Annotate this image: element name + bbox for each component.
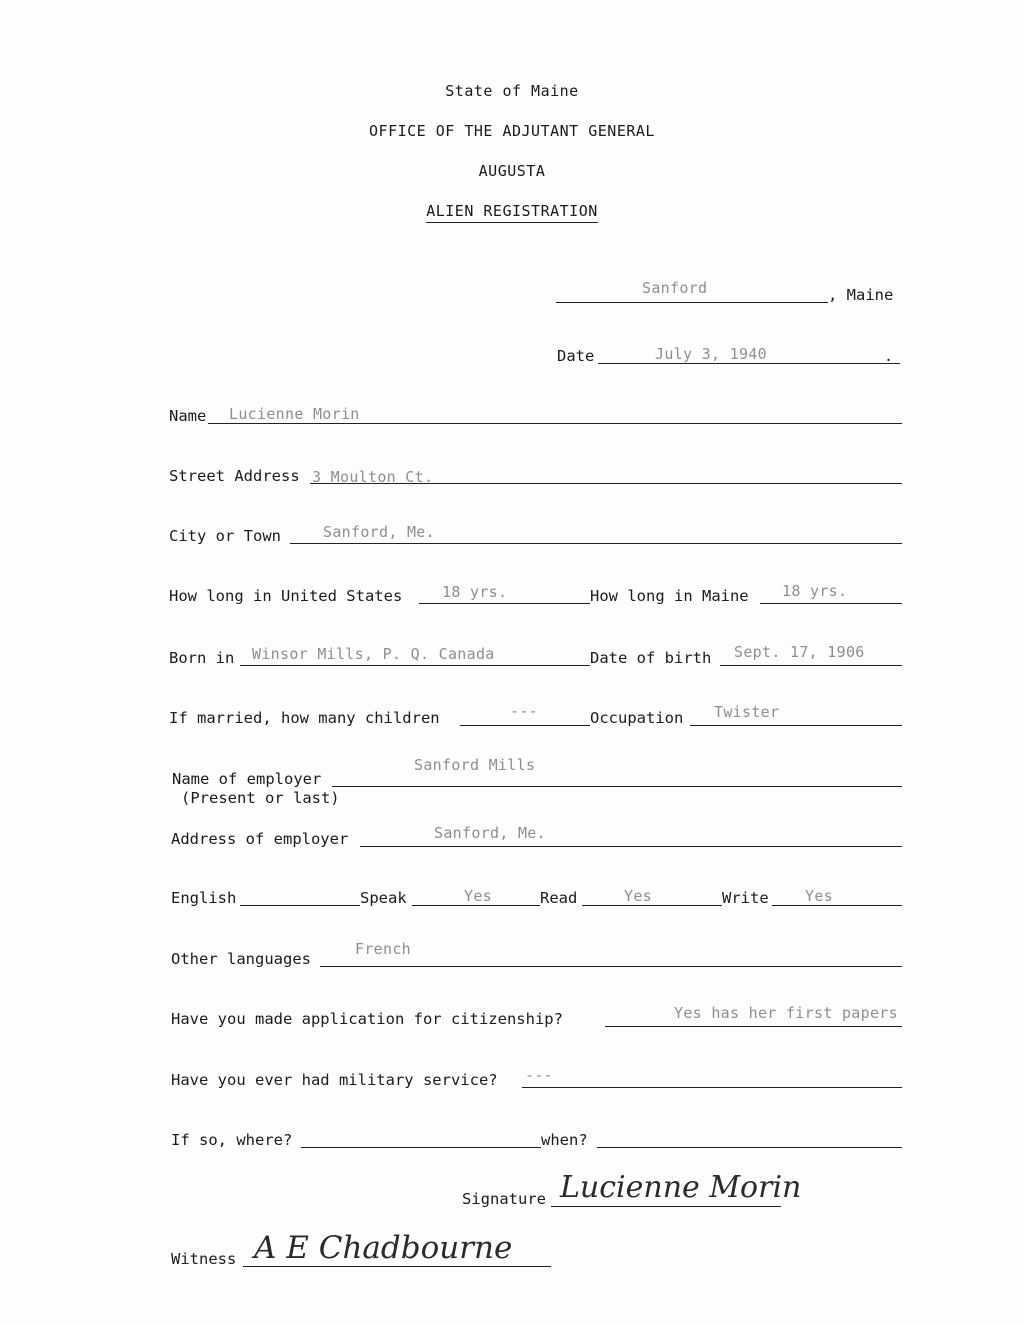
- city-heading: AUGUSTA: [478, 162, 546, 180]
- employer-label: Name of employer: [172, 770, 322, 788]
- read-value: Yes: [624, 887, 652, 905]
- occupation-line: [690, 725, 902, 726]
- other-languages-label: Other languages: [171, 950, 311, 968]
- employer-address-line: [360, 846, 902, 847]
- city-value: Sanford, Me.: [323, 523, 435, 541]
- witness-value: A E Chadbourne: [254, 1230, 513, 1266]
- write-label: Write: [722, 889, 769, 907]
- name-line: [208, 423, 902, 424]
- employer-value: Sanford Mills: [414, 756, 536, 774]
- state-heading: State of Maine: [445, 82, 579, 100]
- occupation-value: Twister: [714, 703, 780, 721]
- form-title: ALIEN REGISTRATION: [0, 202, 1024, 220]
- citizenship-label: Have you made application for citizenship?: [171, 1010, 563, 1028]
- how-long-maine-label: How long in Maine: [590, 587, 749, 605]
- city-label: City or Town: [169, 527, 281, 545]
- when-label: when?: [541, 1131, 588, 1149]
- speak-value: Yes: [464, 887, 492, 905]
- speak-label: Speak: [360, 889, 407, 907]
- citizenship-line: [605, 1026, 902, 1027]
- read-line: [582, 905, 722, 906]
- occupation-label: Occupation: [590, 709, 684, 727]
- dob-label: Date of birth: [590, 649, 712, 667]
- location-suffix: , Maine: [828, 286, 894, 304]
- write-value: Yes: [805, 887, 833, 905]
- location-line: [556, 302, 828, 303]
- date-period: .: [884, 347, 894, 365]
- name-value: Lucienne Morin: [229, 405, 360, 423]
- how-long-us-label: How long in United States: [169, 587, 403, 605]
- employer-sublabel: (Present or last): [181, 789, 340, 807]
- dob-line: [720, 665, 902, 666]
- where-line: [301, 1147, 541, 1148]
- dob-value: Sept. 17, 1906: [734, 643, 865, 661]
- employer-line: [332, 786, 902, 787]
- children-value: ---: [510, 702, 538, 720]
- date-line: [598, 363, 900, 364]
- how-long-maine-line: [760, 603, 902, 604]
- employer-address-label: Address of employer: [171, 830, 349, 848]
- military-label: Have you ever had military service?: [171, 1071, 498, 1089]
- military-line: [522, 1087, 902, 1088]
- location-value: Sanford: [642, 279, 708, 297]
- witness-label: Witness: [171, 1250, 237, 1268]
- other-languages-value: French: [355, 940, 411, 958]
- city-line: [290, 543, 902, 544]
- how-long-us-value: 18 yrs.: [442, 583, 508, 601]
- children-label: If married, how many children: [169, 709, 440, 727]
- read-label: Read: [540, 889, 578, 907]
- office-heading: OFFICE OF THE ADJUTANT GENERAL: [369, 122, 655, 140]
- signature-value: Lucienne Morin: [560, 1170, 802, 1205]
- employer-address-value: Sanford, Me.: [434, 824, 546, 842]
- street-label: Street Address: [169, 467, 300, 485]
- how-long-us-line: [419, 603, 590, 604]
- english-label: English: [171, 889, 237, 907]
- military-value: ---: [525, 1066, 553, 1084]
- signature-label: Signature: [462, 1190, 546, 1208]
- street-value: 3 Moulton Ct.: [312, 468, 434, 486]
- witness-line: [243, 1266, 551, 1267]
- children-line: [460, 725, 590, 726]
- write-line: [772, 905, 902, 906]
- born-in-line: [240, 665, 590, 666]
- date-label: Date: [557, 347, 595, 365]
- where-label: If so, where?: [171, 1131, 293, 1149]
- citizenship-value: Yes has her first papers: [674, 1004, 898, 1022]
- english-line: [240, 905, 360, 906]
- date-value: July 3, 1940: [655, 345, 767, 363]
- when-line: [597, 1147, 902, 1148]
- born-in-label: Born in: [169, 649, 235, 667]
- signature-line: [551, 1206, 781, 1207]
- name-label: Name: [169, 407, 207, 425]
- other-languages-line: [320, 966, 902, 967]
- born-in-value: Winsor Mills, P. Q. Canada: [252, 645, 495, 663]
- speak-line: [412, 905, 540, 906]
- how-long-maine-value: 18 yrs.: [782, 582, 848, 600]
